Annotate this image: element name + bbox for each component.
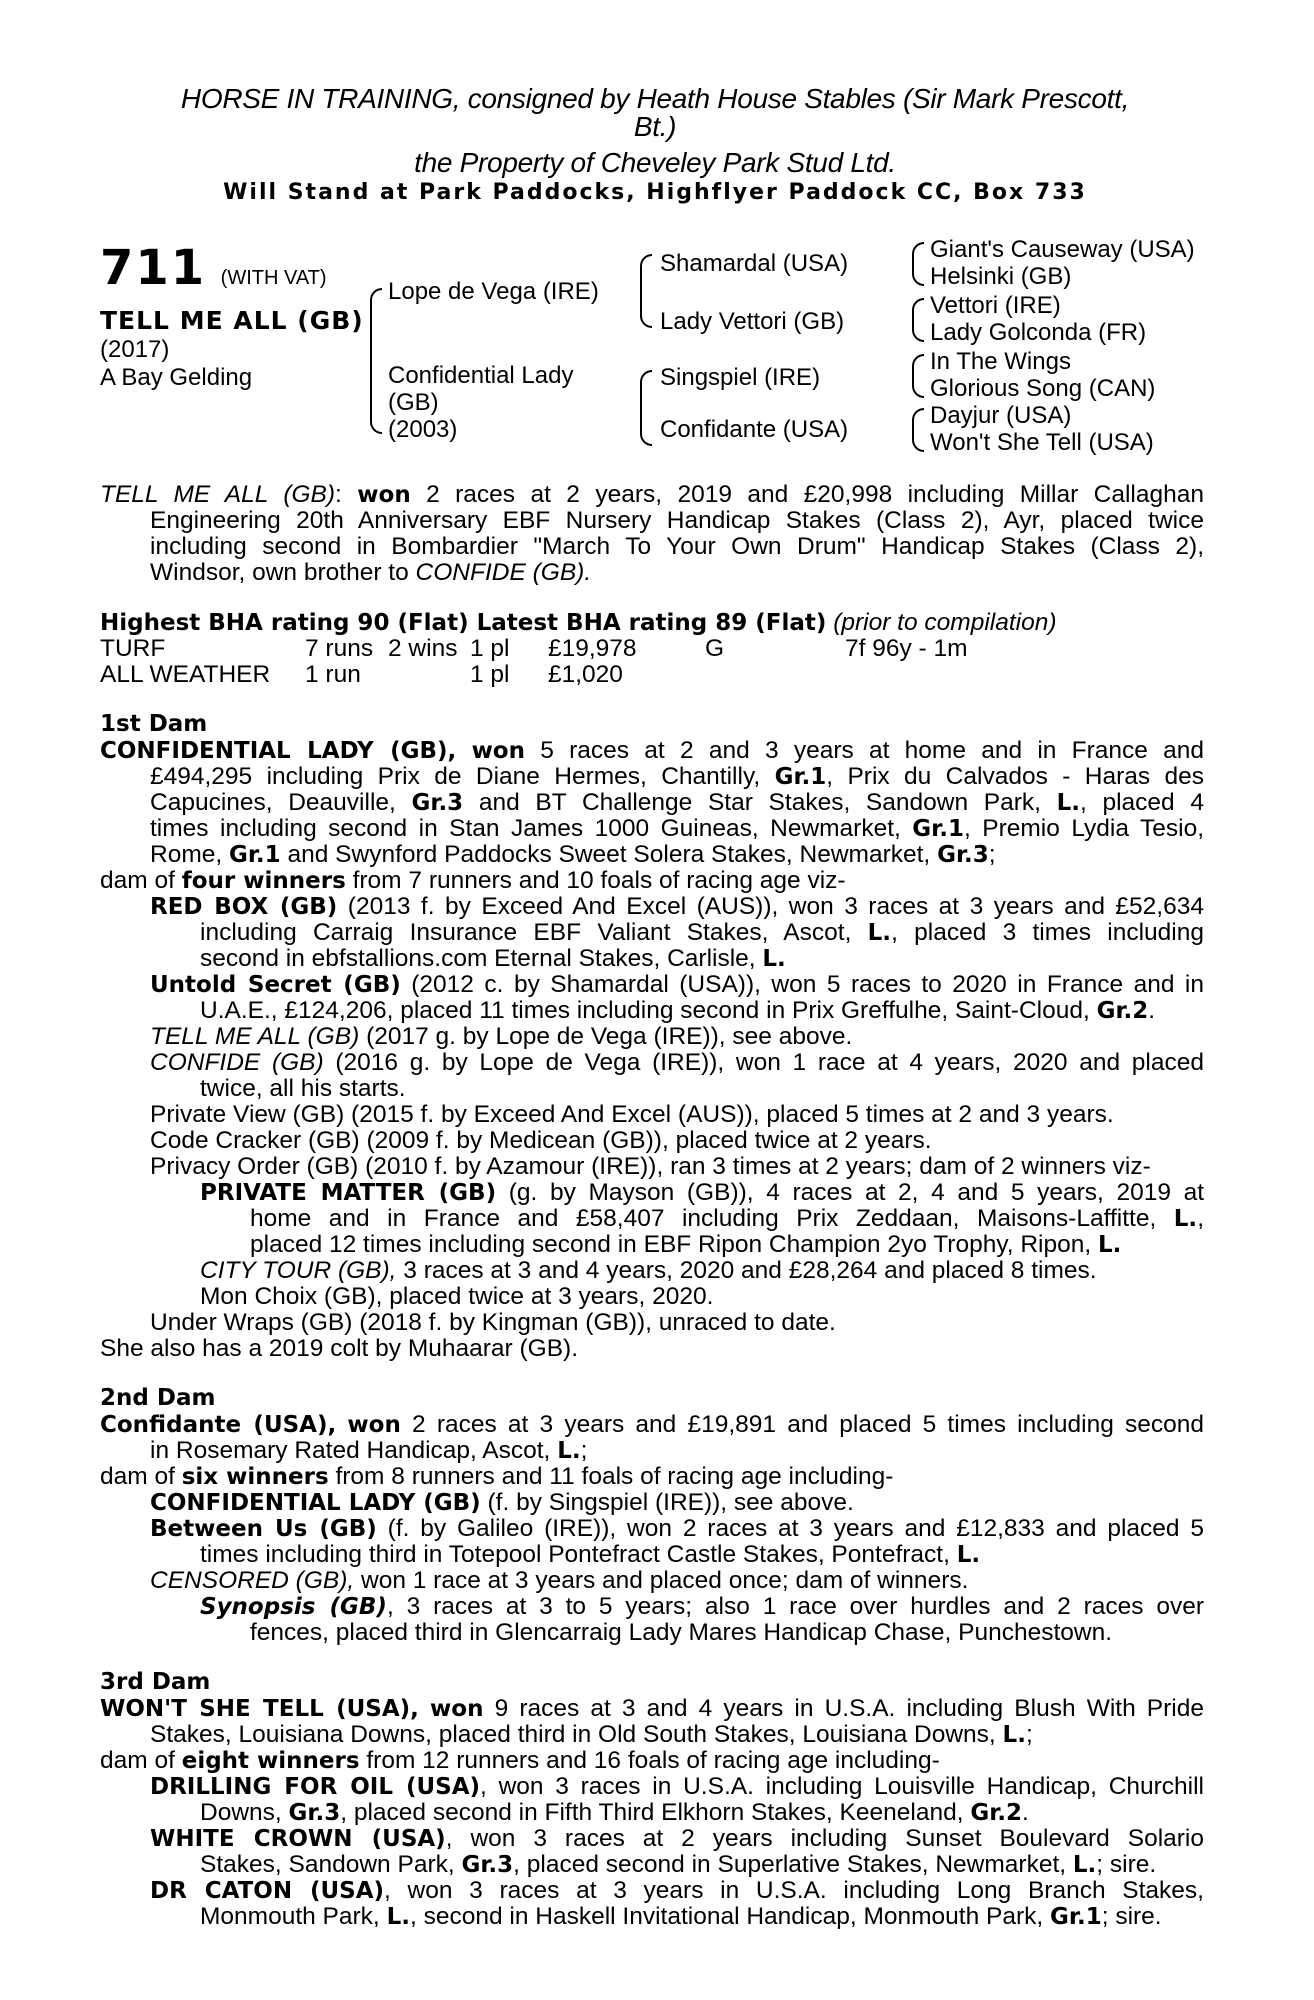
produce-entry: Stakes, Sandown Park, Gr.3, placed second in Superlative Stakes, Newmarket, L.; sire.: [200, 1851, 1157, 1878]
produce-entry: U.A.E., £124,206, placed 11 times including second in Prix Greffulhe, Saint-Cloud, Gr.2.: [200, 997, 1156, 1024]
pedigree-dam-3: (2003): [388, 416, 458, 443]
produce-entry: Synopsis (GB), 3 races at 3 to 5 years; also 1 race over hurdles and 2 races over: [200, 1593, 1205, 1620]
summary-line: Windsor, own brother to CONFIDE (GB).: [150, 559, 592, 586]
produce-entry: times including third in Totepool Pontefract Castle Stakes, Pontefract, L.: [200, 1541, 981, 1568]
brace-gen1: [370, 288, 382, 434]
dam2-line: in Rosemary Rated Handicap, Ascot, L.;: [150, 1437, 588, 1464]
produce-entry: Monmouth Park, L., second in Haskell Invitational Handicap, Monmouth Park, Gr.1; sire.: [200, 1903, 1162, 1930]
produce-entry: Mon Choix (GB), placed twice at 3 years, 2020.: [200, 1283, 714, 1310]
pedigree-ssd: Helsinki (GB): [930, 263, 1072, 290]
dam1-produce-intro: dam of four winners from 7 runners and 10 foals of racing age viz-: [100, 867, 846, 894]
pedigree-dss: In The Wings: [930, 348, 1071, 375]
produce-entry: CONFIDE (GB) (2016 g. by Lope de Vega (IRE)), won 1 race at 4 years, 2020 and placed: [150, 1049, 1204, 1076]
vat-note: (WITH VAT): [220, 267, 327, 289]
form-going: G: [705, 635, 725, 662]
horse-description: A Bay Gelding: [100, 364, 253, 391]
produce-entry: DRILLING FOR OIL (USA), won 3 races in U.S.A. including Louisville Handicap, Churchill: [150, 1773, 1205, 1800]
pedigree-dds: Dayjur (USA): [930, 402, 1072, 429]
dam1-line: Capucines, Deauville, Gr.3 and BT Challenge Star Stakes, Sandown Park, L., placed 4: [150, 789, 1204, 816]
produce-entry: fences, placed third in Glencarraig Lady Mares Handicap Chase, Punchestown.: [250, 1619, 1113, 1646]
summary-line: TELL ME ALL (GB): won 2 races at 2 years, 2019 and £20,998 including Millar Callaghan: [100, 481, 1204, 508]
produce-entry: TELL ME ALL (GB) (2017 g. by Lope de Vega (IRE)), see above.: [150, 1023, 853, 1050]
third-dam-heading: 3rd Dam: [100, 1669, 211, 1695]
stand-location: Will Stand at Park Paddocks, Highflyer Paddock CC, Box 733: [223, 180, 1087, 205]
dam3-produce-intro: dam of eight winners from 12 runners and 16 foals of racing age including-: [100, 1747, 940, 1774]
horse-year: (2017): [100, 336, 170, 363]
produce-entry: Code Cracker (GB) (2009 f. by Medicean (GB)), placed twice at 2 years.: [150, 1127, 932, 1154]
produce-note: She also has a 2019 colt by Muhaarar (GB).: [100, 1335, 579, 1362]
produce-entry: CENSORED (GB), won 1 race at 3 years and placed once; dam of winners.: [150, 1567, 969, 1594]
brace-3d: [912, 408, 924, 452]
horse-name: TELL ME ALL (GB): [100, 306, 364, 335]
form-distance: 7f 96y - 1m: [845, 635, 968, 662]
dam2-produce-intro: dam of six winners from 8 runners and 11 foals of racing age including-: [100, 1463, 894, 1490]
first-dam-heading: 1st Dam: [100, 711, 208, 737]
pedigree-sire-sire: Shamardal (USA): [660, 250, 849, 277]
pedigree-sds: Vettori (IRE): [930, 292, 1061, 319]
produce-entry: CONFIDENTIAL LADY (GB) (f. by Singspiel (IRE)), see above.: [150, 1489, 854, 1516]
produce-entry: Downs, Gr.3, placed second in Fifth Third Elkhorn Stakes, Keeneland, Gr.2.: [200, 1799, 1029, 1826]
brace-3c: [912, 354, 924, 398]
consignor-line-2: Bt.): [633, 111, 677, 142]
summary-line: including second in Bombardier "March To Your Own Drum" Handicap Stakes (Class 2),: [150, 533, 1204, 560]
summary-line: Engineering 20th Anniversary EBF Nursery Handicap Stakes (Class 2), Ayr, placed twice: [150, 507, 1204, 534]
produce-entry: DR CATON (USA), won 3 races at 3 years in U.S.A. including Long Branch Stakes,: [150, 1877, 1204, 1904]
produce-entry: Private View (GB) (2015 f. by Exceed And Excel (AUS)), placed 5 times at 2 and 3 years.: [150, 1101, 1114, 1128]
pedigree-dam-2: (GB): [388, 389, 439, 416]
produce-entry: including Carraig Insurance EBF Valiant Stakes, Ascot, L., placed 3 times including: [200, 919, 1204, 946]
dam1-line: times including second in Stan James 1000 Guineas, Newmarket, Gr.1, Premio Lydia Tesio,: [150, 815, 1204, 842]
pedigree-dam-sire: Singspiel (IRE): [660, 364, 821, 391]
form-runs: 1 run: [305, 661, 361, 688]
dam2-line: Confidante (USA), won 2 races at 3 years and £19,891 and placed 5 times including second: [100, 1411, 1205, 1438]
second-dam-heading: 2nd Dam: [100, 1385, 216, 1411]
form-wins: 2 wins: [388, 635, 458, 662]
pedigree-dam-dam: Confidante (USA): [660, 416, 849, 443]
produce-entry: RED BOX (GB) (2013 f. by Exceed And Excel (AUS)), won 3 races at 3 years and £52,634: [150, 893, 1204, 920]
pedigree-sire: Lope de Vega (IRE): [388, 278, 599, 305]
dam3-line: WON'T SHE TELL (USA), won 9 races at 3 and 4 years in U.S.A. including Blush With Pride: [100, 1695, 1205, 1722]
pedigree-sdd: Lady Golconda (FR): [930, 319, 1147, 346]
form-surface: TURF: [100, 635, 166, 662]
pedigree-dsd: Glorious Song (CAN): [930, 375, 1156, 402]
pedigree-ddd: Won't She Tell (USA): [930, 429, 1154, 456]
pedigree-sss: Giant's Causeway (USA): [930, 236, 1195, 263]
form-placed: 1 pl: [470, 635, 510, 662]
produce-entry: twice, all his starts.: [200, 1075, 406, 1102]
brace-dam: [640, 370, 652, 446]
form-money: £19,978: [548, 635, 637, 662]
produce-entry: Privacy Order (GB) (2010 f. by Azamour (IRE)), ran 3 times at 2 years; dam of 2 winners viz-: [150, 1153, 1151, 1180]
consignor-line-1: HORSE IN TRAINING, consigned by Heath House Stables (Sir Mark Prescott,: [180, 83, 1130, 114]
produce-entry: second in ebfstallions.com Eternal Stakes, Carlisle, L.: [200, 945, 786, 972]
property-line: the Property of Cheveley Park Stud Ltd.: [414, 147, 896, 178]
dam1-line: Rome, Gr.1 and Swynford Paddocks Sweet Solera Stakes, Newmarket, Gr.3;: [150, 841, 996, 868]
produce-entry: CITY TOUR (GB), 3 races at 3 and 4 years, 2020 and £28,264 and placed 8 times.: [200, 1257, 1097, 1284]
brace-sire: [640, 254, 652, 328]
dam1-line: £494,295 including Prix de Diane Hermes, Chantilly, Gr.1, Prix du Calvados - Haras des: [150, 763, 1204, 790]
brace-3b: [912, 298, 924, 342]
lot-number: 711: [100, 240, 207, 296]
lot-heading: [100, 240, 327, 296]
form-runs: 7 runs: [305, 635, 374, 662]
pedigree-dam-1: Confidential Lady: [388, 362, 574, 389]
produce-entry: WHITE CROWN (USA), won 3 races at 2 years including Sunset Boulevard Solario: [150, 1825, 1204, 1852]
form-surface: ALL WEATHER: [100, 661, 271, 688]
form-placed: 1 pl: [470, 661, 510, 688]
produce-entry: Untold Secret (GB) (2012 c. by Shamardal (USA)), won 5 races to 2020 in France and in: [150, 971, 1205, 998]
produce-entry: placed 12 times including second in EBF Ripon Champion 2yo Trophy, Ripon, L.: [250, 1231, 1122, 1258]
bha-rating: Highest BHA rating 90 (Flat) Latest BHA rating 89 (Flat) (prior to compilation): [100, 609, 1057, 636]
pedigree-sire-dam: Lady Vettori (GB): [660, 308, 845, 335]
produce-entry: Under Wraps (GB) (2018 f. by Kingman (GB)), unraced to date.: [150, 1309, 836, 1336]
produce-entry: Between Us (GB) (f. by Galileo (IRE)), won 2 races at 3 years and £12,833 and placed 5: [150, 1515, 1205, 1542]
dam3-line: Stakes, Louisiana Downs, placed third in Old South Stakes, Louisiana Downs, L.;: [150, 1721, 1033, 1748]
produce-entry: PRIVATE MATTER (GB) (g. by Mayson (GB)), 4 races at 2, 4 and 5 years, 2019 at: [200, 1179, 1205, 1206]
brace-3a: [912, 242, 924, 286]
dam1-line: CONFIDENTIAL LADY (GB), won 5 races at 2 and 3 years at home and in France and: [100, 737, 1205, 764]
form-money: £1,020: [548, 661, 623, 688]
produce-entry: home and in France and £58,407 including Prix Zeddaan, Maisons-Laffitte, L.,: [250, 1205, 1204, 1232]
